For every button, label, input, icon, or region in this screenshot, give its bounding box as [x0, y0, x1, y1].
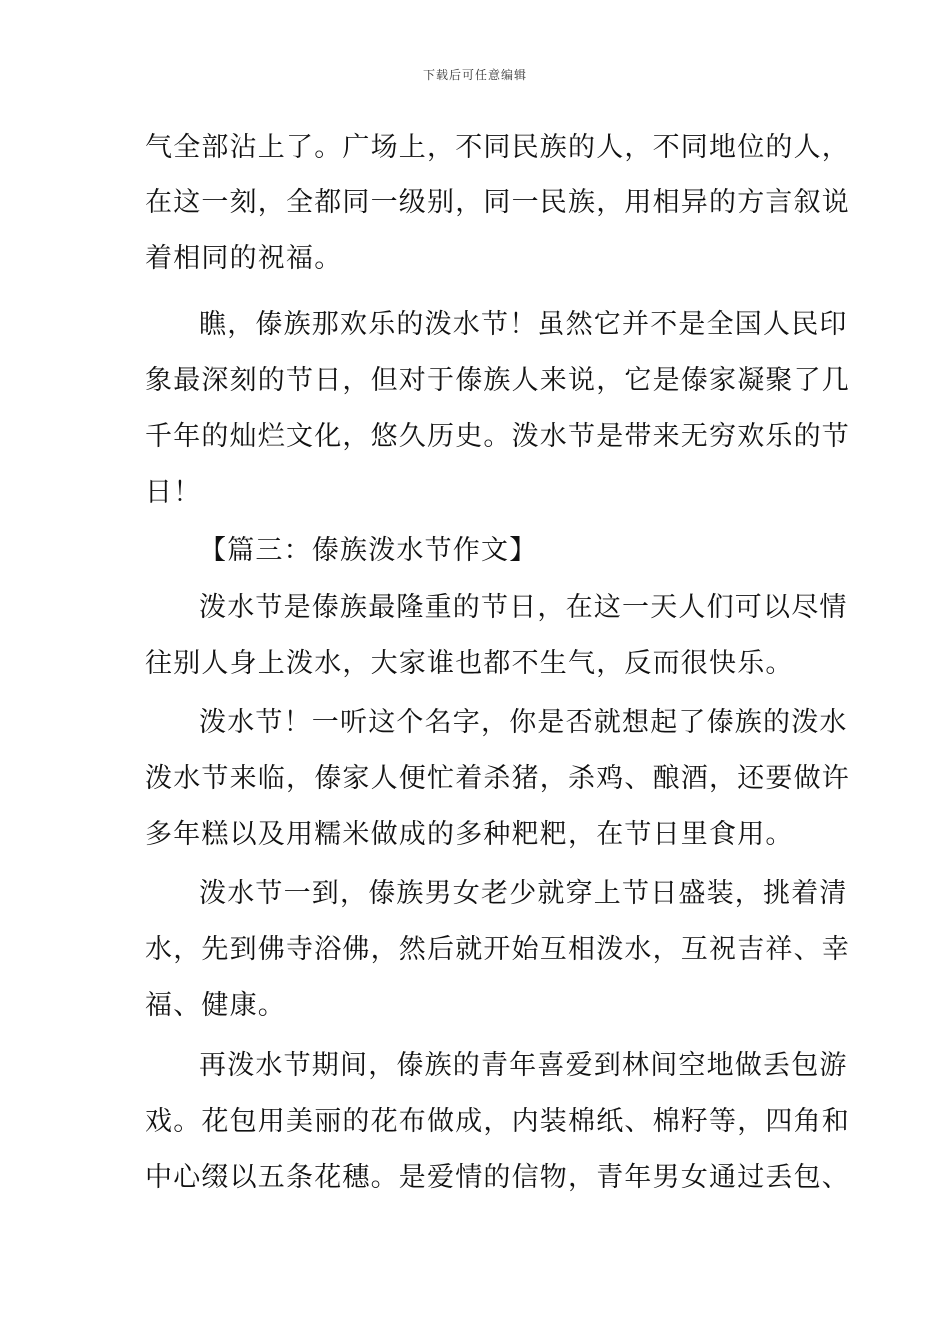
- text-line: 着相同的祝福。: [145, 243, 343, 274]
- text-line: 水，先到佛寺浴佛，然后就开始互相泼水，互祝吉祥、幸: [145, 934, 850, 965]
- text-line: 戏。花包用美丽的花布做成，内装棉纸、棉籽等，四角和: [145, 1106, 850, 1137]
- text-line: 中心缀以五条花穗。是爱情的信物，青年男女通过丢包、: [145, 1162, 850, 1193]
- text-line: 日！: [145, 477, 202, 508]
- section-heading: 【篇三：傣族泼水节作文】: [199, 535, 538, 566]
- text-line: 千年的灿烂文化，悠久历史。泼水节是带来无穷欢乐的节: [145, 421, 850, 452]
- text-line: 象最深刻的节日，但对于傣族人来说，它是傣家凝聚了几: [145, 365, 850, 396]
- paragraph-first-line: 泼水节！一听这个名字，你是否就想起了傣族的泼水: [199, 707, 848, 738]
- paragraph-first-line: 瞧，傣族那欢乐的泼水节！虽然它并不是全国人民印: [199, 309, 848, 340]
- text-line: 福、健康。: [145, 990, 286, 1021]
- header-note: 下载后可任意编辑: [422, 68, 527, 82]
- text-line: 多年糕以及用糯米做成的多种粑粑，在节日里食用。: [145, 819, 794, 850]
- text-line: 泼水节来临，傣家人便忙着杀猪，杀鸡、酿酒，还要做许: [145, 763, 850, 794]
- text-line: 往别人身上泼水，大家谁也都不生气，反而很快乐。: [145, 648, 794, 679]
- paragraph-first-line: 泼水节是傣族最隆重的节日，在这一天人们可以尽情: [199, 592, 848, 623]
- text-line: 在这一刻，全都同一级别，同一民族，用相异的方言叙说: [145, 187, 850, 218]
- text-line: 气全部沾上了。广场上，不同民族的人，不同地位的人，: [145, 132, 850, 163]
- paragraph-first-line: 泼水节一到，傣族男女老少就穿上节日盛装，挑着清: [199, 878, 848, 909]
- paragraph-first-line: 再泼水节期间，傣族的青年喜爱到林间空地做丢包游: [199, 1050, 848, 1081]
